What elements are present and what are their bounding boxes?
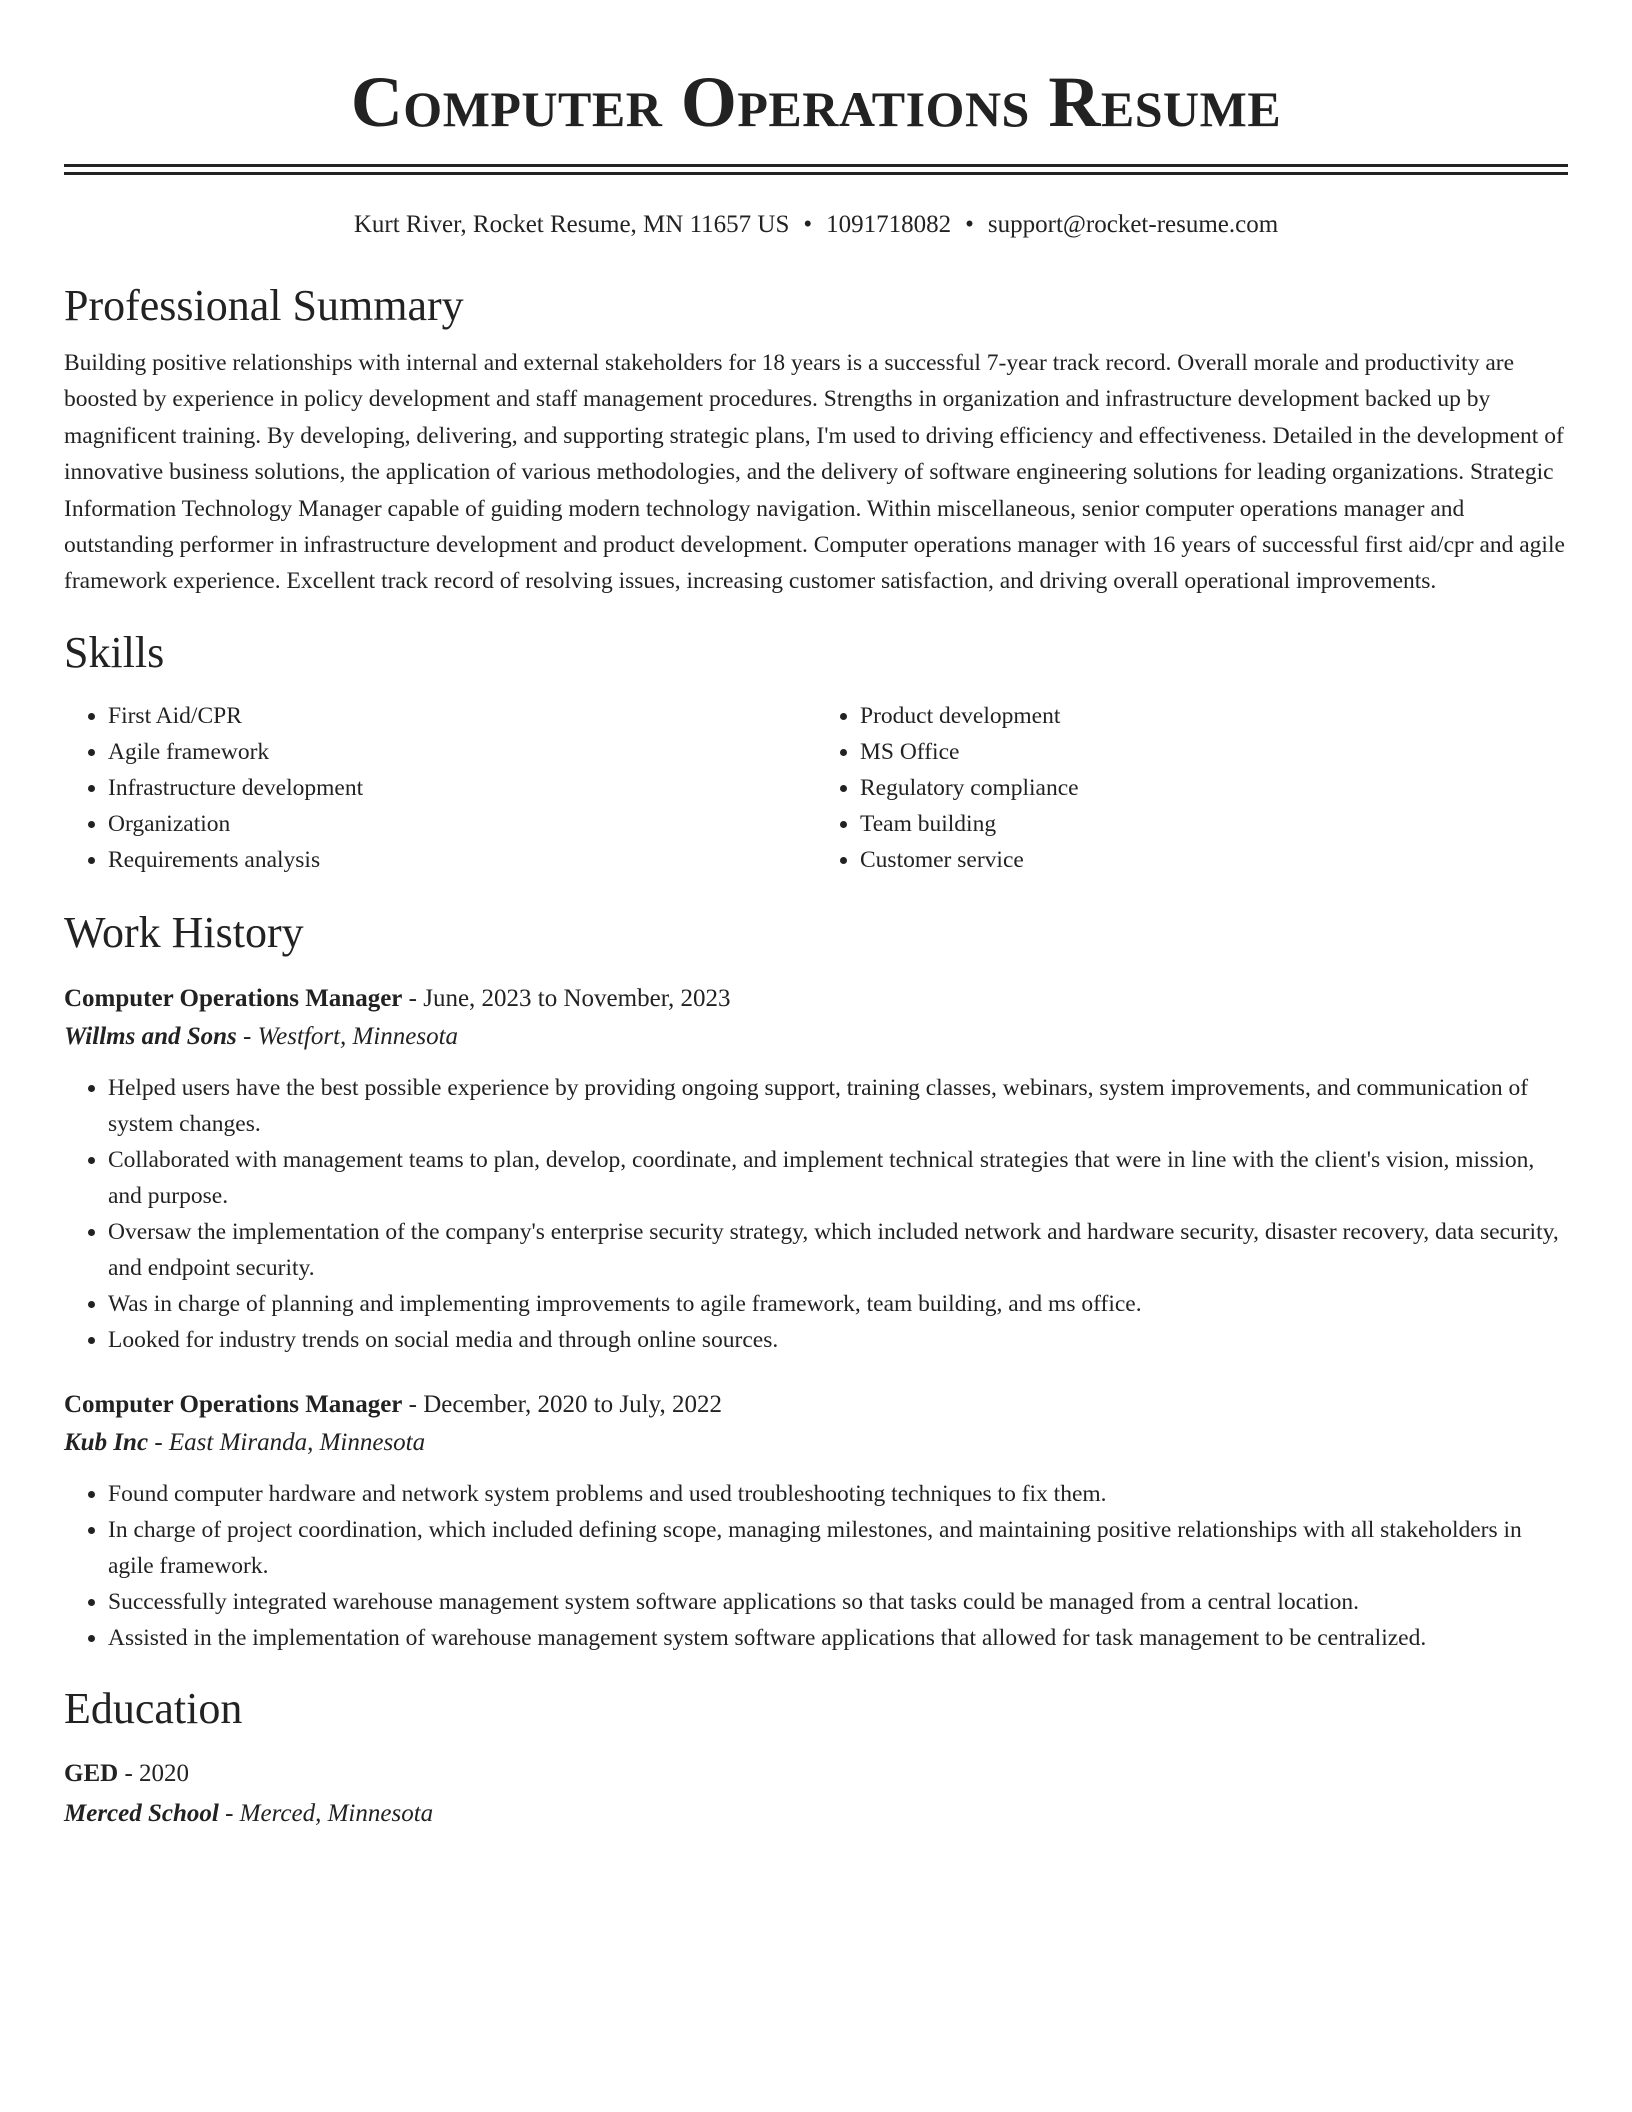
job-title: Computer Operations Manager — [64, 1390, 403, 1418]
contact-address: Kurt River, Rocket Resume, MN 11657 US — [353, 211, 790, 238]
skill-item: • Customer service — [860, 842, 1568, 878]
skill-item: • Regulatory compliance — [860, 770, 1568, 806]
degree-line — [64, 1754, 1568, 1794]
education-entry — [64, 1754, 1568, 1834]
skills-heading: Skills — [64, 627, 165, 677]
job-entry — [64, 980, 1568, 1358]
job-bullet: • Collaborated with management teams to plan, develop, coordinate, and implement technical strategies that were in line with the client's vision, mission, and purpose. — [108, 1142, 1568, 1214]
job-bullets — [64, 1070, 1568, 1358]
contact-line — [64, 209, 1568, 241]
job-bullet: • Helped users have the best possible experience by providing ongoing support, training classes, webinars, system improvements, and communication of system changes. — [108, 1070, 1568, 1142]
skill-item: • Team building — [860, 806, 1568, 842]
education-heading: Education — [64, 1683, 243, 1733]
job-bullet: • Was in charge of planning and implementing improvements to agile framework, team building, and ms office. — [108, 1286, 1568, 1322]
job-bullet: • In charge of project coordination, which included defining scope, managing milestones, and maintaining positive relationships with all stakeholders in agile framework. — [108, 1512, 1568, 1584]
job-title: Computer Operations Manager — [64, 984, 403, 1012]
employer-name: Willms and Sons — [64, 1022, 237, 1050]
skill-item: • Organization — [108, 806, 816, 842]
employer-name: Kub Inc — [64, 1428, 149, 1456]
job-dates: - December, 2020 to July, 2022 — [402, 1390, 722, 1418]
employer-line — [64, 1018, 1568, 1056]
job-entry — [64, 1386, 1568, 1656]
skills-columns — [64, 698, 1568, 878]
skill-item: • Agile framework — [108, 734, 816, 770]
school-line — [64, 1794, 1568, 1834]
job-bullet: • Oversaw the implementation of the company's enterprise security strategy, which included network and hardware security, disaster recovery, data security, and endpoint security. — [108, 1214, 1568, 1286]
title-double-rule — [64, 164, 1568, 175]
work-history-heading: Work History — [64, 907, 304, 957]
skill-item: • Requirements analysis — [108, 842, 816, 878]
job-bullet: • Successfully integrated warehouse management system software applications so that tasks could be managed from a central location. — [108, 1584, 1568, 1620]
job-title-line — [64, 980, 1568, 1018]
job-bullet: • Assisted in the implementation of warehouse management system software applications that allowed for task management to be centralized. — [108, 1620, 1568, 1656]
degree-name: GED — [64, 1759, 119, 1787]
employer-line — [64, 1424, 1568, 1462]
employer-location: - East Miranda, Minnesota — [148, 1428, 426, 1456]
skill-item: • First Aid/CPR — [108, 698, 816, 734]
summary-text: Building positive relationships with internal and external stakeholders for 18 years is a successful 7-year track record. Overall morale and productivity are boosted by experience in policy development and staff management procedures. Strengths in organization and infrastructure development backed up by magnificent training. By developing, delivering, and supporting strategic plans, I'm used to driving efficiency and effectiveness. Detailed in the development of innovative business solutions, the application of various methodologies, and the delivery of software engineering solutions for leading organizations. Strategic Information Technology Manager capable of guiding modern technology navigation. Within miscellaneous, senior computer operations manager and outstanding performer in infrastructure development and product development. Computer operations manager with 16 years of successful first aid/cpr and agile framework experience. Excellent track record of resolving issues, increasing customer satisfaction, and driving overall operational improvements. — [64, 350, 1565, 595]
skills-list-left — [64, 698, 816, 878]
summary-heading: Professional Summary — [64, 281, 464, 330]
contact-separator: • — [965, 211, 974, 238]
contact-email: support@rocket-resume.com — [987, 211, 1279, 238]
job-bullets — [64, 1476, 1568, 1656]
job-title-line — [64, 1386, 1568, 1424]
resume-title: Computer Operations Resume — [350, 62, 1282, 142]
degree-year: - 2020 — [118, 1759, 190, 1787]
skill-item: • Infrastructure development — [108, 770, 816, 806]
employer-location: - Westfort, Minnesota — [236, 1022, 459, 1050]
skill-item: • MS Office — [860, 734, 1568, 770]
job-bullet: • Found computer hardware and network system problems and used troubleshooting techniques to fix them. — [108, 1476, 1568, 1512]
school-name: Merced School — [64, 1799, 219, 1827]
contact-phone: 1091718082 — [826, 211, 952, 238]
skills-list-right — [816, 698, 1568, 878]
skill-item: • Product development — [860, 698, 1568, 734]
contact-separator: • — [803, 211, 813, 238]
school-location: - Merced, Minnesota — [218, 1799, 434, 1827]
job-bullet: • Looked for industry trends on social media and through online sources. — [108, 1322, 1568, 1358]
job-dates: - June, 2023 to November, 2023 — [402, 984, 731, 1012]
